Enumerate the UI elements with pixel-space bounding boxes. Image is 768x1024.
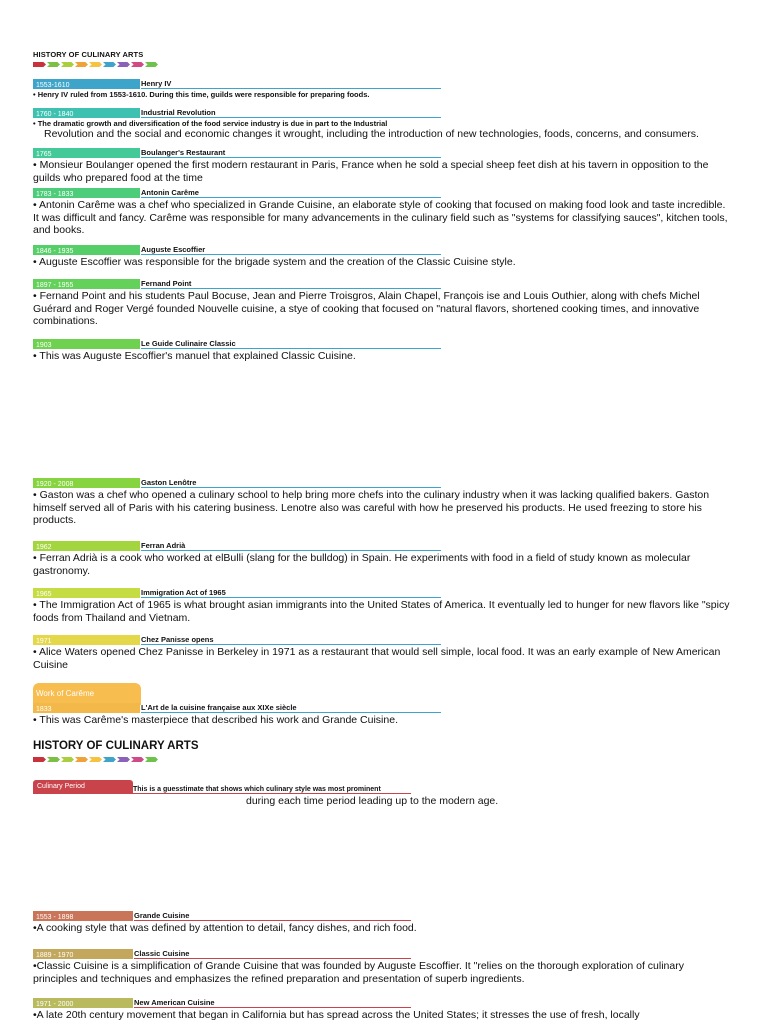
- entry-underline: [141, 644, 441, 645]
- entry-description: • This was Carême's masterpiece that described his work and Grande Cuisine.: [33, 714, 398, 726]
- period-date: 1971 - 2000: [33, 998, 133, 1008]
- entry-date: 1553-1610: [33, 79, 140, 89]
- chevron-4: [75, 62, 88, 67]
- entry-name: Chez Panisse opens: [141, 635, 214, 644]
- entry-underline: [141, 117, 441, 118]
- chevron-bar-2: [33, 757, 159, 762]
- chevron-5: [89, 757, 102, 762]
- entry-date: 1903: [33, 339, 140, 349]
- entry-date: 1765: [33, 148, 140, 158]
- chevron-7: [117, 62, 130, 67]
- entry-name: Ferran Adrià: [141, 541, 186, 550]
- entry-underline: [141, 487, 441, 488]
- period-note-continued: during each time period leading up to the modern age.: [246, 795, 499, 807]
- period-note: This is a guesstimate that shows which culinary style was most prominent: [133, 786, 381, 793]
- entry-date: 1833: [33, 703, 140, 713]
- period-description: •A cooking style that was defined by attention to detail, fancy dishes, and rich food.: [33, 922, 417, 934]
- period-name: Grande Cuisine: [134, 911, 190, 920]
- chevron-2: [47, 62, 60, 67]
- chevron-3: [61, 62, 74, 67]
- entry-name: Gaston Lenôtre: [141, 478, 197, 487]
- work-of-careme-tag: Work of Carême: [33, 683, 141, 705]
- entry-description: • Ferran Adrià is a cook who worked at elBulli (slang for the bulldog) in Spain. He experiments with food in a field of study known as molecular gastronomy.: [33, 552, 691, 577]
- chevron-1: [33, 757, 46, 762]
- entry-name: Industrial Revolution: [141, 108, 216, 117]
- entry-description: • Monsieur Boulanger opened the first modern restaurant in Paris, France when he sold a special sheep feet dish at his tavern in opposition to the guilds who prepared food at the time: [33, 159, 709, 184]
- page-title: HISTORY OF CULINARY ARTS: [33, 50, 144, 59]
- entry-date: 1971: [33, 635, 140, 645]
- chevron-3: [61, 757, 74, 762]
- period-date: 1553 - 1898: [33, 911, 133, 921]
- period-underline: [134, 958, 411, 959]
- entry-date: 1920 - 2008: [33, 478, 140, 488]
- period-underline: [134, 1007, 411, 1008]
- entry-date: 1962: [33, 541, 140, 551]
- entry-date: 1783 - 1833: [33, 188, 140, 198]
- chevron-bar: [33, 62, 159, 67]
- chevron-7: [117, 757, 130, 762]
- period-underline: [133, 793, 411, 794]
- period-description: •Classic Cuisine is a simplification of Grande Cuisine that was founded by Auguste Escoffier. It "relies on the thorough exploration of culinary principles and techniques and emphasizes the refined preparation and presentation of superb ingredients.: [33, 960, 684, 985]
- entry-underline: [141, 550, 441, 551]
- entry-description: • Henry IV ruled from 1553-1610. During this time, guilds were responsible for preparing foods.: [33, 90, 370, 99]
- entry-name: Fernand Point: [141, 279, 192, 288]
- entry-name: L'Art de la cuisine française aux XIXe siècle: [141, 703, 297, 712]
- chevron-9: [145, 62, 158, 67]
- chevron-5: [89, 62, 102, 67]
- entry-description: • The Immigration Act of 1965 is what brought asian immigrants into the United States of America. It eventually led to hunger for new flavors like "spicy foods from Thailand and Vietnam.: [33, 599, 730, 624]
- culinary-period-label: Culinary Period: [33, 780, 133, 794]
- period-date: 1889 - 1970: [33, 949, 133, 959]
- period-name: Classic Cuisine: [134, 949, 190, 958]
- entry-underline: [141, 712, 441, 713]
- entry-description: • Alice Waters opened Chez Panisse in Berkeley in 1971 as a restaurant that would sell simple, local food. It was an early example of New American Cuisine: [33, 646, 721, 671]
- chevron-8: [131, 62, 144, 67]
- entry-description: • Antonin Carême was a chef who specialized in Grande Cuisine, an elaborate style of cooking that focused on making food look and taste incredible. It was difficult and fancy. Carême was responsible for many advancements in the culinary field such as "systems for classifying sauces", kitchen tools, and books.: [33, 199, 728, 236]
- entry-name: Henry IV: [141, 79, 172, 88]
- entry-description: • Auguste Escoffier was responsible for the brigade system and the creation of the Classic Cuisine style.: [33, 256, 516, 268]
- entry-name: Antonin Carême: [141, 188, 199, 197]
- entry-underline: [141, 197, 441, 198]
- entry-name: Immigration Act of 1965: [141, 588, 226, 597]
- section-title: HISTORY OF CULINARY ARTS: [33, 740, 199, 752]
- chevron-2: [47, 757, 60, 762]
- entry-date: 1760 - 1840: [33, 108, 140, 118]
- entry-name: Auguste Escoffier: [141, 245, 206, 254]
- chevron-6: [103, 757, 116, 762]
- entry-underline: [141, 597, 441, 598]
- period-underline: [134, 920, 411, 921]
- entry-description: • Fernand Point and his students Paul Bocuse, Jean and Pierre Troisgros, Alain Chapel, François ise and Louis Outhier, along with chefs Michel Guérard and Roger Vergé founded Nouvelle cuisine, a stye of cooking that focused on "natural flavors, shortened cooking times, and innovative combinations.: [33, 290, 700, 327]
- entry-date: 1897 - 1955: [33, 279, 140, 289]
- entry-description: Revolution and the social and economic changes it wrought, including the introduction of new technologies, foods, concerns, and consumers.: [44, 128, 699, 140]
- entry-description: • This was Auguste Escoffier's manuel that explained Classic Cuisine.: [33, 350, 356, 362]
- entry-underline: [141, 288, 441, 289]
- entry-description-lead: • The dramatic growth and diversification of the food service industry is due in part to the Industrial: [33, 119, 388, 128]
- chevron-1: [33, 62, 46, 67]
- chevron-8: [131, 757, 144, 762]
- entry-name: Le Guide Culinaire Classic: [141, 339, 236, 348]
- period-name: New American Cuisine: [134, 998, 215, 1007]
- entry-underline: [141, 157, 441, 158]
- entry-name: Boulanger's Restaurant: [141, 148, 226, 157]
- entry-date: 1965: [33, 588, 140, 598]
- period-description: •A late 20th century movement that began in California but has spread across the United States; it stresses the use of fresh, locally: [33, 1009, 640, 1021]
- entry-description: • Gaston was a chef who opened a culinary school to help bring more chefs into the culinary industry when it was lacking qualified bakers. Gaston himself served all of Paris with his catering business. Lenotre also was careful with how he preserved his products. He used freezing to store his products.: [33, 489, 710, 526]
- chevron-6: [103, 62, 116, 67]
- chevron-9: [145, 757, 158, 762]
- entry-date: 1846 - 1935: [33, 245, 140, 255]
- entry-underline: [141, 88, 441, 89]
- entry-underline: [141, 348, 441, 349]
- chevron-4: [75, 757, 88, 762]
- entry-underline: [141, 254, 441, 255]
